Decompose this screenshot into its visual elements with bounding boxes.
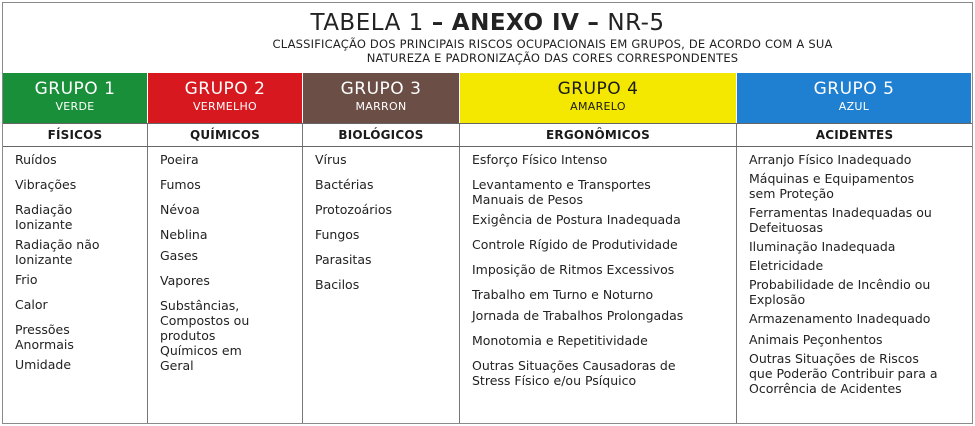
risk-item: Controle Rígido de Produtividade <box>472 237 678 252</box>
risk-item: Umidade <box>15 357 72 372</box>
risk-columns <box>3 147 972 423</box>
risk-item: Névoa <box>160 202 200 217</box>
group-color-name: AZUL <box>838 100 870 113</box>
title-anexo: ANEXO IV <box>451 10 580 36</box>
column-ergonomicos <box>460 147 737 423</box>
risk-item: Substâncias, Compostos ou produtos Químicos em Geral <box>160 298 250 373</box>
group-1-header <box>3 73 148 123</box>
category-fisicos: FÍSICOS <box>3 124 148 146</box>
risk-item: Animais Peçonhentos <box>749 332 883 347</box>
risk-item: Pressões Anormais <box>15 322 74 352</box>
risk-item: Jornada de Trabalhos Prolongadas <box>472 308 684 323</box>
risk-item: Radiação não Ionizante <box>15 237 100 267</box>
group-color-name: VERMELHO <box>192 100 258 113</box>
group-2-header <box>148 73 303 123</box>
risk-item: Trabalho em Turno e Noturno <box>472 287 654 302</box>
risk-item: Exigência de Postura Inadequada <box>472 212 681 227</box>
risk-item: Imposição de Ritmos Excessivos <box>472 262 675 277</box>
risk-item: Monotomia e Repetitividade <box>472 333 648 348</box>
risk-item: Radiação Ionizante <box>15 202 73 232</box>
group-header-row <box>3 73 972 123</box>
risk-item: Armazenamento Inadequado <box>749 311 931 326</box>
subtitle-line-2: NATUREZA E PADRONIZAÇÃO DAS CORES CORRESPONDENTES <box>366 51 739 65</box>
risk-item: Fumos <box>160 177 201 192</box>
column-biologicos <box>303 147 460 423</box>
table-header <box>3 3 972 73</box>
group-color-name: MARRON <box>355 100 407 113</box>
group-name: GRUPO 3 <box>340 79 422 99</box>
risk-table <box>2 2 973 424</box>
risk-item: Poeira <box>160 152 199 167</box>
page-title: TABELA 1 – ANEXO IV – NR-5 <box>310 10 665 36</box>
subtitle-line-1: CLASSIFICAÇÃO DOS PRINCIPAIS RISCOS OCUPACIONAIS EM GRUPOS, DE ACORDO COM A SUA <box>272 37 833 51</box>
column-acidentes <box>737 147 972 423</box>
risk-item: Ruídos <box>15 152 57 167</box>
title-nr: NR-5 <box>607 10 665 36</box>
category-biologicos: BIOLÓGICOS <box>303 124 460 146</box>
group-color-name: VERDE <box>55 100 95 113</box>
page-subtitle <box>153 37 952 65</box>
risk-item: Bacilos <box>315 277 360 292</box>
column-quimicos <box>148 147 303 423</box>
group-4-header <box>460 73 737 123</box>
risk-item: Gases <box>160 248 199 263</box>
risk-item: Arranjo Físico Inadequado <box>749 152 912 167</box>
column-fisicos <box>3 147 148 423</box>
category-quimicos: QUÍMICOS <box>148 124 303 146</box>
risk-item: Probabilidade de Incêndio ou Explosão <box>749 277 931 307</box>
category-acidentes: ACIDENTES <box>815 128 894 142</box>
risk-item: Outras Situações de Riscos que Poderão Contribuir para a Ocorrência de Acidentes <box>749 351 938 396</box>
risk-item: Vibrações <box>15 177 77 192</box>
risk-item: Vírus <box>315 152 347 167</box>
risk-item: Esforço Físico Intenso <box>472 152 608 167</box>
category-ergonomicos: ERGONÔMICOS <box>460 124 737 146</box>
risk-item: Bactérias <box>315 177 374 192</box>
risk-item: Eletricidade <box>749 258 824 273</box>
group-name: GRUPO 1 <box>34 79 116 99</box>
risk-item: Neblina <box>160 227 208 242</box>
group-color-name: AMARELO <box>570 100 626 113</box>
group-name: GRUPO 4 <box>557 79 639 99</box>
group-5-header <box>737 73 972 123</box>
risk-item: Máquinas e Equipamentos sem Proteção <box>749 171 915 201</box>
risk-item: Ferramentas Inadequadas ou Defeituosas <box>749 205 932 235</box>
group-3-header <box>303 73 460 123</box>
risk-item: Calor <box>15 297 48 312</box>
group-name: GRUPO 2 <box>184 79 266 99</box>
risk-item: Outras Situações Causadoras de Stress Físico e/ou Psíquico <box>472 358 676 388</box>
title-tabela: TABELA 1 <box>310 10 424 36</box>
risk-item: Vapores <box>160 273 210 288</box>
risk-item: Protozoários <box>315 202 393 217</box>
risk-item: Iluminação Inadequada <box>749 239 896 254</box>
risk-item: Parasitas <box>315 252 372 267</box>
risk-item: Frio <box>15 272 38 287</box>
group-name: GRUPO 5 <box>813 79 895 99</box>
risk-item: Fungos <box>315 227 360 242</box>
category-row <box>3 123 972 147</box>
risk-item: Levantamento e Transportes Manuais de Pesos <box>472 177 651 207</box>
